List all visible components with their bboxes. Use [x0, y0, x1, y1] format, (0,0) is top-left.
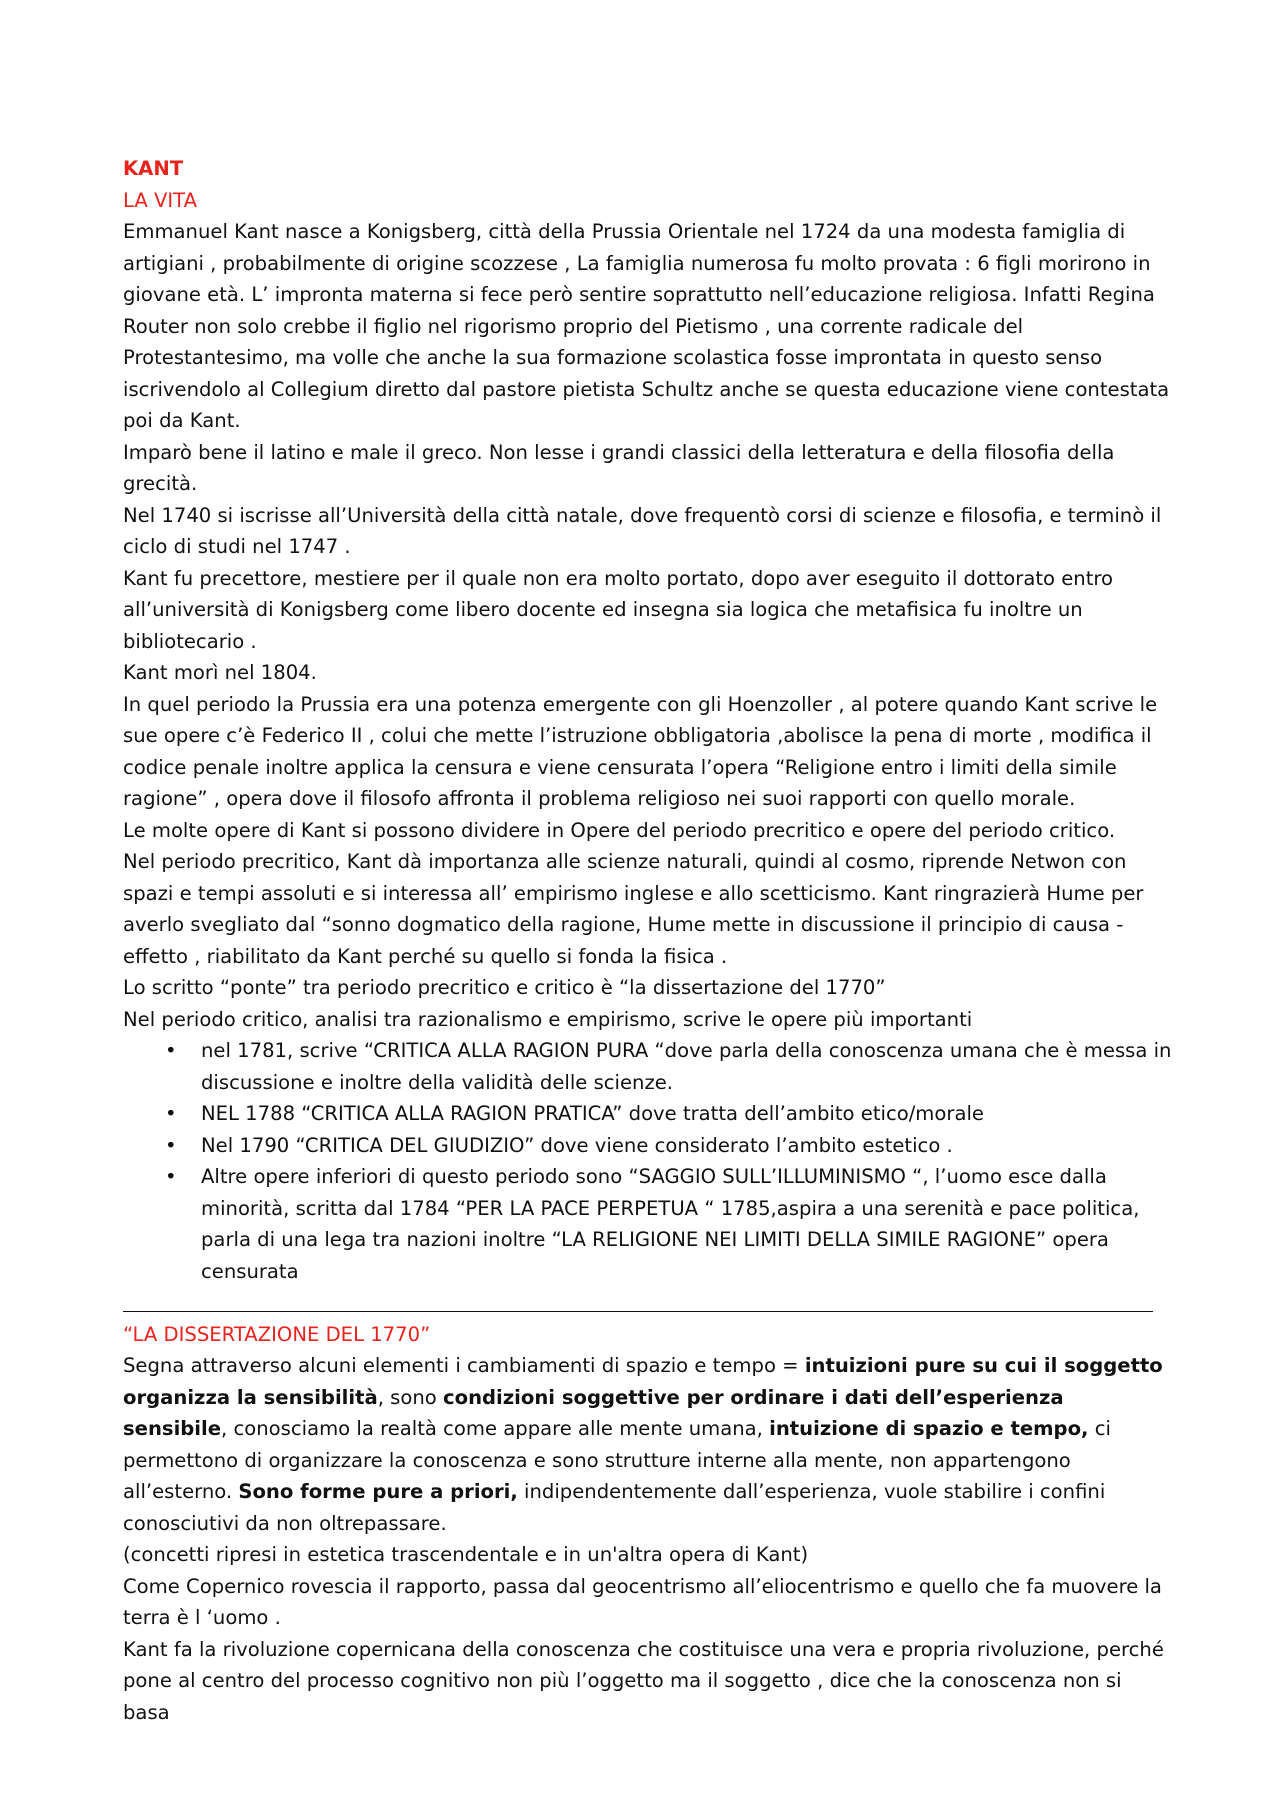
list-item [123, 1035, 1173, 1098]
works-list [123, 1035, 1173, 1287]
list-item-text: NEL 1788 “CRITICA ALLA RAGION PRATICA” dove tratta dell’ambito etico/morale [201, 1102, 984, 1125]
bio-paragraph: Kant morì nel 1804. [123, 661, 317, 684]
text-run: Segna attraverso alcuni elementi i cambiamenti di spazio e tempo = [123, 1354, 805, 1377]
bio-paragraph: Nel 1740 si iscrisse all’Università della città natale, dove frequentò corsi di scienze e filosofia, e terminò il ciclo di studi nel 1747 . [123, 503, 1162, 558]
bio-paragraph: In quel periodo la Prussia era una potenza emergente con gli Hoenzoller , al potere quando Kant scrive le sue opere c’è Federico II , colui che mette l’istruzione obbligatoria ,abolisce la pena di morte , modifica il codice penale inoltre applica la censura e viene censurata l’opera “Religione entro i limiti della simile ragione” , opera dove il filosofo affronta il problema religioso nei suoi rapporti con quello morale. [123, 692, 1158, 810]
bold-run: intuizione di spazio e tempo, [769, 1417, 1089, 1440]
divider-line [123, 1311, 1153, 1312]
document-page [123, 153, 1173, 1728]
bullet-icon: • [165, 1039, 177, 1062]
bio-paragraph: Emmanuel Kant nasce a Konigsberg, città della Prussia Orientale nel 1724 da una modesta famiglia di artigiani , probabilmente di origine scozzese , La famiglia numerosa fu molto provata : 6 figli morirono in giovane età. L’ impronta materna si fece però sentire soprattutto nell’educazione religiosa. Infatti Regina Router non solo crebbe il figlio nel rigorismo proprio del Pietismo , una corrente radicale del Protestantesimo, ma volle che anche la sua formazione scolastica fosse improntata in questo senso iscrivendolo al Collegium diretto dal pastore pietista Schultz anche se questa educazione viene contestata poi da Kant. [123, 220, 1170, 432]
bullet-icon: • [165, 1102, 177, 1125]
bold-run: Sono forme pure a priori, [238, 1480, 518, 1503]
section-title-dissertazione: “LA DISSERTAZIONE DEL 1770” [123, 1322, 431, 1346]
list-item [123, 1161, 1173, 1287]
text-run: indipendentemente dall’esperienza, vuole stabilire i confini conosciutivi da non oltrepassare. [123, 1480, 1106, 1535]
bullet-icon: • [165, 1165, 177, 1188]
text-run: ci permettono di organizzare la conoscenza e sono strutture interne alla mente, non appartengono all’esterno. [123, 1417, 1111, 1503]
list-item-text: Nel 1790 “CRITICA DEL GIUDIZIO” dove viene considerato l’ambito estetico . [201, 1133, 953, 1157]
bio-paragraph: Lo scritto “ponte” tra periodo precritico e critico è “la dissertazione del 1770” [123, 976, 886, 999]
bio-paragraph: Imparò bene il latino e male il greco. Non lesse i grandi classici della letteratura e della filosofia della grecità. [123, 440, 1115, 495]
list-item [123, 1130, 1173, 1162]
dissertazione-paragraph: Come Copernico rovescia il rapporto, passa dal geocentrismo all’eliocentrismo e quello che fa muovere la terra è l ‘uomo . [123, 1574, 1162, 1629]
dissertazione-paragraph: (concetti ripresi in estetica trascendentale e in un'altra opera di Kant) [123, 1543, 809, 1566]
text-run: , conosciamo la realtà come appare alle mente umana, [221, 1417, 770, 1440]
bio-paragraph: Nel periodo critico, analisi tra razionalismo e empirismo, scrive le opere più importanti [123, 1007, 973, 1031]
bold-run: condizioni soggettive per ordinare i dati dell’esperienza sensibile [123, 1385, 1064, 1440]
bio-paragraph: Le molte opere di Kant si possono dividere in Opere del periodo precritico e opere del periodo critico. [123, 818, 1116, 842]
list-item [123, 1098, 1173, 1130]
bio-paragraph: Nel periodo precritico, Kant dà importanza alle scienze naturali, quindi al cosmo, riprende Netwon con spazi e tempi assoluti e si interessa all’ empirismo inglese e allo scetticismo. Kant ringrazierà Hume per averlo svegliato dal “sonno dogmatico della ragione, Hume mette in discussione il principio di causa -effetto , riabilitato da Kant perché su quello si fonda la fisica . [123, 850, 1144, 968]
dissertazione-paragraph [123, 1350, 1173, 1539]
dissertazione-paragraph: Kant fa la rivoluzione copernicana della conoscenza che costituisce una vera e propria rivoluzione, perché pone al centro del processo cognitivo non più l’oggetto ma il soggetto , dice che la conoscenza non si basa [123, 1637, 1164, 1724]
bullet-icon: • [165, 1133, 177, 1157]
text-run: , sono [377, 1385, 443, 1409]
list-item-text: nel 1781, scrive “CRITICA ALLA RAGION PURA “dove parla della conoscenza umana che è messa in discussione e inoltre della validità delle scienze. [201, 1039, 1172, 1094]
bold-run: intuizioni pure su cui il soggetto organizza la sensibilità [123, 1354, 1163, 1409]
document-title: KANT [123, 157, 184, 180]
bio-paragraph: Kant fu precettore, mestiere per il quale non era molto portato, dopo aver eseguito il dottorato entro all’università di Konigsberg come libero docente ed insegna sia logica che metafisica fu inoltre un bibliotecario . [123, 566, 1114, 653]
list-item-text: Altre opere inferiori di questo periodo sono “SAGGIO SULL’ILLUMINISMO “, l’uomo esce dalla minorità, scritta dal 1784 “PER LA PACE PERPETUA “ 1785,aspira a una serenità e pace politica, parla di una lega tra nazioni inoltre “LA RELIGIONE NEI LIMITI DELLA SIMILE RAGIONE” opera censurata [201, 1165, 1140, 1283]
section-title-la-vita: LA VITA [123, 188, 198, 212]
horizontal-rule [123, 1287, 1173, 1319]
